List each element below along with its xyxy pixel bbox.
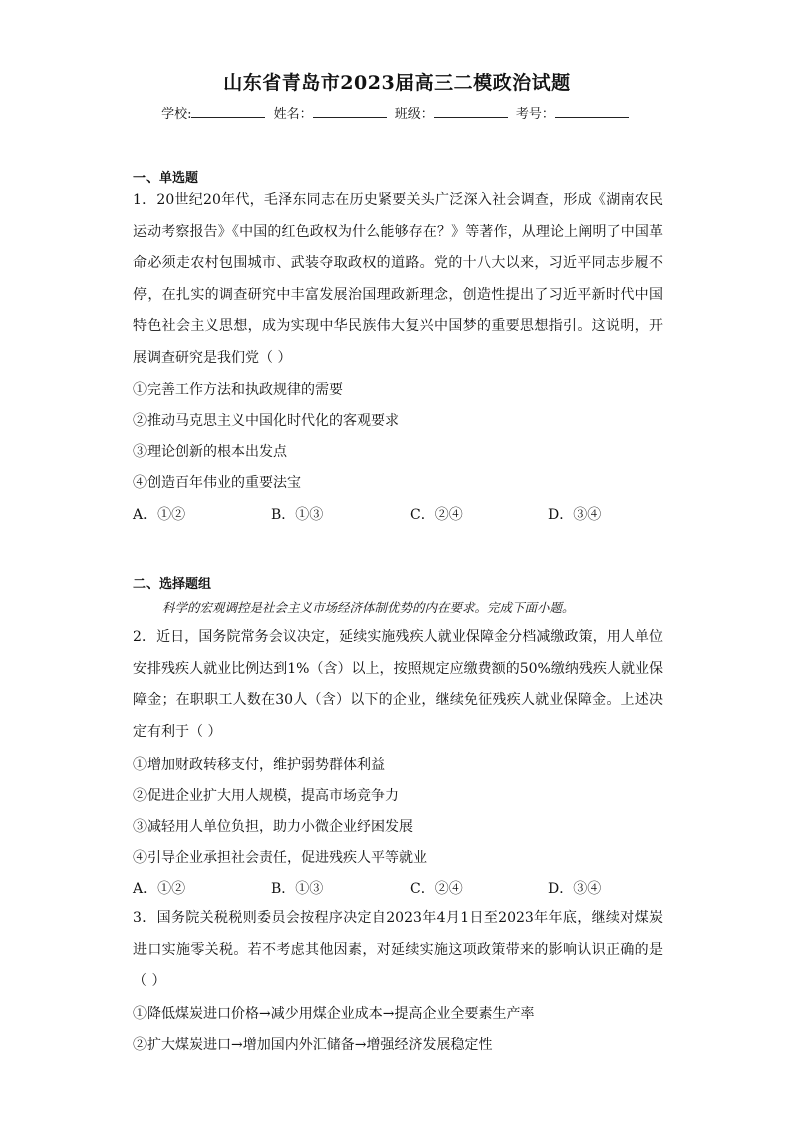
name-blank[interactable]: [313, 105, 387, 118]
name-label: 姓名：: [273, 107, 313, 122]
question-2-option-3: ③减轻用人单位负担，助力小微企业纾困发展: [133, 819, 413, 835]
question-1-option-2: ②推动马克思主义中国化时代化的客观要求: [133, 413, 399, 429]
question-1-choice-b[interactable]: B．①③: [271, 507, 324, 523]
question-2-choice-a[interactable]: A．①②: [133, 881, 186, 897]
school-label: 学校:: [161, 107, 192, 122]
page-title: 山东省青岛市2023届高三二模政治试题: [223, 72, 571, 94]
question-3-stem: 3．国务院关税税则委员会按程序决定自2023年4月1日至2023年年底，继续对煤炭进口实施零关税。若不考虑其他因素，对延续实施这项政策带来的影响认识正确的是（ ）: [133, 910, 663, 990]
question-2-choice-d[interactable]: D．③④: [548, 881, 602, 897]
number-blank[interactable]: [555, 105, 629, 118]
question-1-option-3: ③理论创新的根本出发点: [133, 444, 287, 460]
class-blank[interactable]: [434, 105, 508, 118]
question-1-stem: 1．20世纪20年代，毛泽东同志在历史紧要关头广泛深入社会调查，形成《湖南农民运动考察报告》《中国的红色政权为什么能够存在？》等著作，从理论上阐明了中国革命必须走农村包围城市、武装夺取政权的道路。党的十八大以来，习近平同志步履不停，在扎实的调查研究中丰富发展治国理政新理念，创造性提出了习近平新时代中国特色社会主义思想，成为实现中华民族伟大复兴中国梦的重要思想指引。这说明，开展调查研究是我们党（ ）: [133, 192, 663, 366]
question-2-option-1: ①增加财政转移支付，维护弱势群体利益: [133, 757, 385, 773]
question-3-option-2: ②扩大煤炭进口→增加国内外汇储备→增强经济发展稳定性: [133, 1037, 493, 1053]
question-2-choice-c[interactable]: C．②④: [410, 881, 463, 897]
student-info-line: [0, 103, 794, 122]
question-2-option-4: ④引导企业承担社会责任，促进残疾人平等就业: [133, 850, 427, 866]
section-2-intro: 科学的宏观调控是社会主义市场经济体制优势的内在要求。完成下面小题。: [162, 600, 575, 615]
question-1-option-1: ①完善工作方法和执政规律的需要: [133, 382, 343, 398]
question-1-option-4: ④创造百年伟业的重要法宝: [133, 475, 301, 491]
question-1-choice-a[interactable]: A．①②: [133, 507, 186, 523]
class-label: 班级：: [394, 107, 434, 122]
question-2-stem: 2．近日，国务院常务会议决定，延续实施残疾人就业保障金分档减缴政策，用人单位安排残疾人就业比例达到1%（含）以上，按照规定应缴费额的50%缴纳残疾人就业保障金；在职职工人数在30人（含）以下的企业，继续免征残疾人就业保障金。上述决定有利于（ ）: [133, 629, 663, 740]
question-3-option-1: ①降低煤炭进口价格→减少用煤企业成本→提高企业全要素生产率: [133, 1006, 535, 1022]
question-2-option-2: ②促进企业扩大用人规模，提高市场竞争力: [133, 788, 399, 804]
question-1-choice-c[interactable]: C．②④: [410, 507, 463, 523]
section-heading-single-choice: 一、单选题: [133, 171, 199, 186]
question-2-choice-b[interactable]: B．①③: [271, 881, 324, 897]
section-heading-question-group: 二、选择题组: [133, 577, 212, 592]
question-1-choice-d[interactable]: D．③④: [548, 507, 602, 523]
school-blank[interactable]: [191, 105, 265, 118]
number-label: 考号：: [515, 107, 555, 122]
